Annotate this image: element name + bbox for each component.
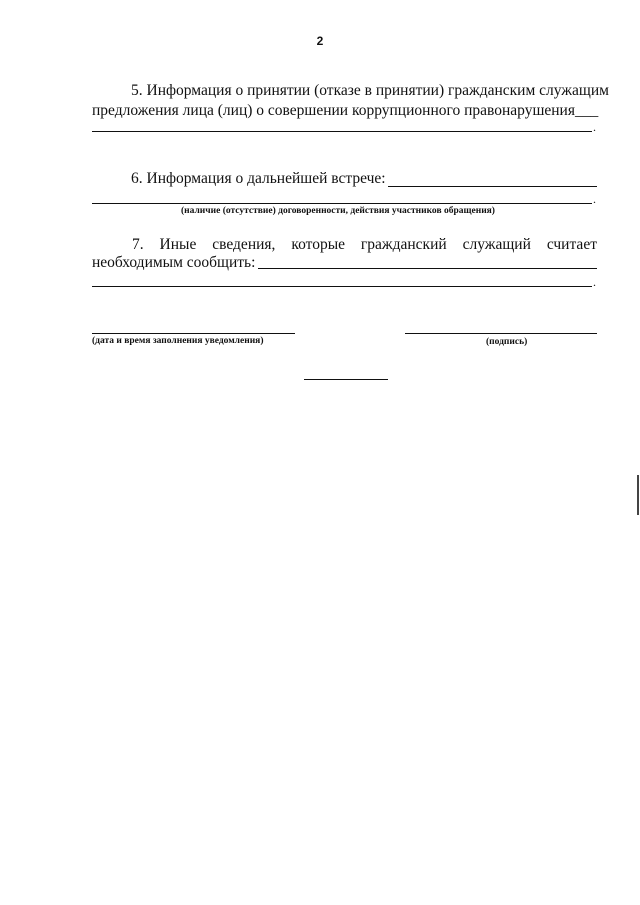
section-7-end-dot: . — [593, 275, 596, 289]
section-7-word: считает — [546, 236, 597, 253]
section-7-line-1 — [92, 235, 597, 255]
section-7-word: гражданский — [360, 236, 447, 253]
section-6-end-dot: . — [593, 192, 596, 206]
end-separator-line — [304, 379, 388, 380]
section-7-line-2: необходимым сообщить: — [92, 254, 256, 271]
section-5-fill-line — [92, 131, 592, 132]
section-7-word: сведения, — [212, 236, 276, 253]
section-7-word: 7. — [132, 236, 144, 253]
section-7-fill-line — [92, 286, 592, 287]
signature-line — [405, 333, 597, 334]
date-time-line — [92, 333, 295, 334]
scan-edge-mark — [637, 475, 639, 515]
section-6-fill-line — [92, 203, 592, 204]
page-number: 2 — [316, 34, 324, 48]
section-5-line-2: предложения лица (лиц) о совершении коррупционного правонарушения___ — [92, 102, 599, 119]
section-6-caption: (наличие (отсутствие) договоренности, действия участников обращения) — [181, 206, 495, 216]
date-time-caption: (дата и время заполнения уведомления) — [92, 336, 264, 346]
signature-caption: (подпись) — [486, 337, 528, 347]
section-5-line-1: 5. Информация о принятии (отказе в принятии) гражданским служащим — [131, 82, 609, 99]
section-7-word: Иные — [159, 236, 197, 253]
section-7-word: служащий — [462, 236, 531, 253]
section-6-inline-fill-line — [388, 186, 597, 187]
section-7-word: которые — [291, 236, 345, 253]
section-6-line-1: 6. Информация о дальнейшей встрече: — [131, 170, 386, 187]
section-7-inline-fill-line — [258, 268, 597, 269]
section-5-end-dot: . — [593, 120, 596, 134]
